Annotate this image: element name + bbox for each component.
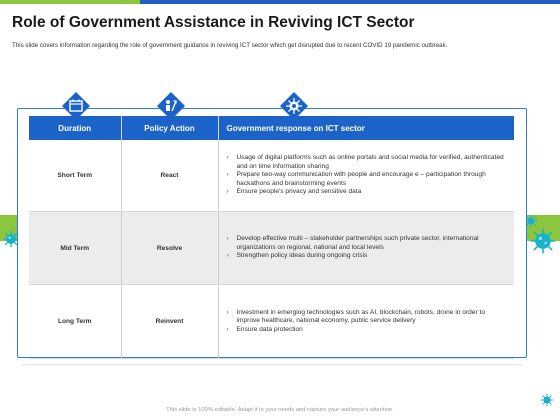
response-cell (218, 140, 514, 212)
page-title: Role of Government Assistance in Reviving ICT Sector (12, 14, 415, 31)
column-header-duration: Duration (29, 116, 121, 140)
response-cell (218, 285, 514, 359)
table-row (29, 140, 514, 212)
table-header-row (29, 116, 514, 140)
footer-note: This slide is 100% editable. Adapt it to your needs and capture your audience's attention. (166, 407, 394, 413)
virus-icon (540, 393, 554, 407)
table-row (29, 285, 514, 359)
column-header-government-response: Government response on ICT sector (218, 116, 514, 140)
response-bullet: › Investment in emerging technologies such as AI, blockchain, robots, drone in order to improve healthcare, national economy, public service delivery (227, 309, 507, 326)
column-header-policy-action: Policy Action (121, 116, 218, 140)
duration-cell: Short Term (29, 140, 121, 212)
response-bullet-list (219, 154, 515, 196)
response-bullet: › Develop effective multi – stakeholder partnerships such private sector, international organizations on regional, national and local levels (227, 235, 507, 252)
panel-shadow (22, 364, 522, 367)
top-accent-bar-blue (140, 0, 560, 4)
top-accent-bar-green (0, 0, 140, 4)
response-bullet-list (219, 235, 515, 260)
table-row (29, 212, 514, 285)
response-cell (218, 212, 514, 285)
policy-action-cell: Reinvent (121, 285, 218, 359)
response-bullet: › Ensure data protection (227, 326, 507, 334)
response-bullet: › Ensure people's privacy and sensitive data (227, 188, 507, 196)
policy-action-cell: React (121, 140, 218, 212)
government-response-table (29, 116, 514, 359)
duration-cell: Mid Term (29, 212, 121, 285)
response-bullet: › Usage of digital platforms such as online portals and social media for verified, authenticated and on time information sharing (227, 154, 507, 171)
response-bullet: › Prepare two-way communication with people and encourage e – participation through hackathons and brainstorming events (227, 171, 507, 188)
policy-action-cell: Resolve (121, 212, 218, 285)
duration-cell: Long Term (29, 285, 121, 359)
response-bullet-list (219, 309, 515, 334)
virus-icon (530, 228, 556, 254)
response-bullet: › Strengthen policy ideas during ongoing crisis (227, 252, 507, 260)
page-subtitle: This slide covers information regarding the role of government guidance in reviving ICT sector which get disrupted due to recent COVID 19 pandemic outbreak. (12, 42, 448, 49)
